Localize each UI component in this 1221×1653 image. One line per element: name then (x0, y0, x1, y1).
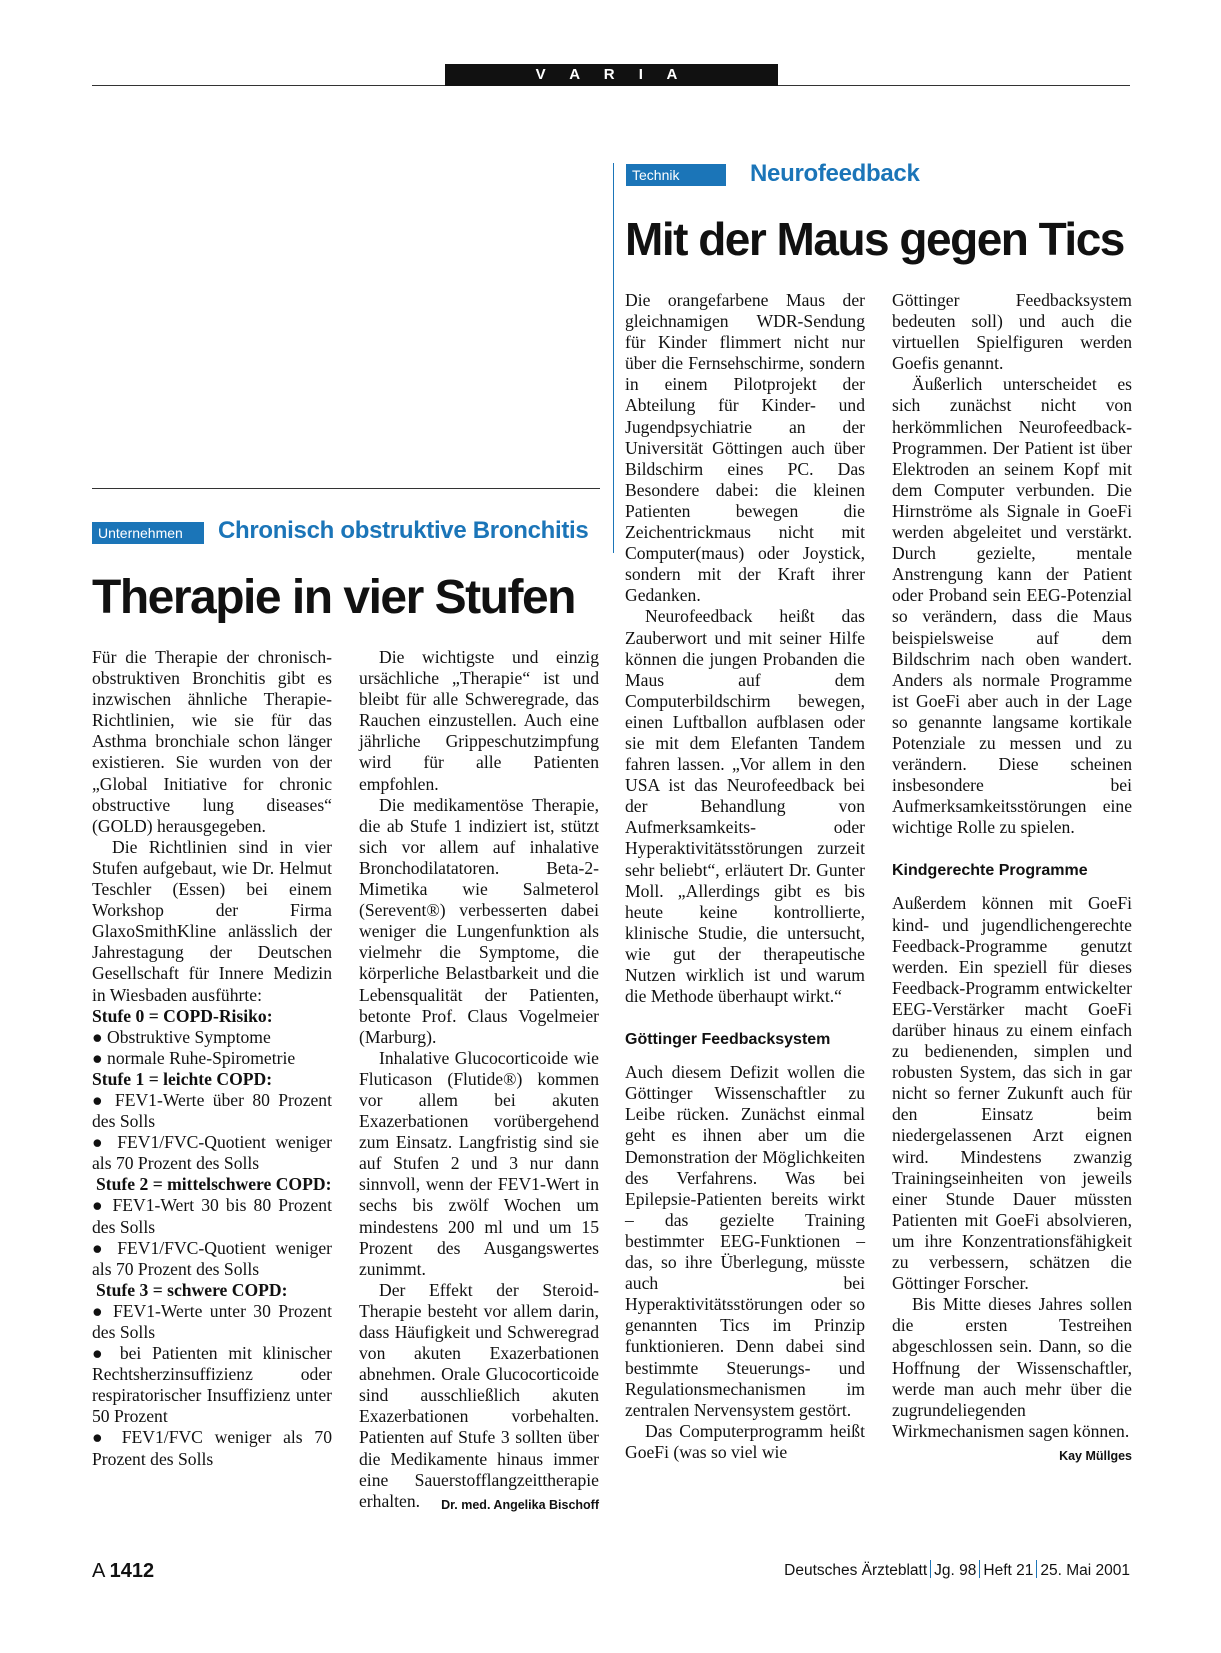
list-item-text: bei Patienten mit klinischer Rechtsherzinsuffizienz oder respiratorischer Insuffizienz unter 50 Prozent (92, 1343, 332, 1427)
paragraph: Neurofeedback heißt das Zauberwort und mit seiner Hilfe können die jungen Probanden die Maus auf dem Computerbildschirm bewegen, einen Luftballon aufblasen oder sie mit dem Elefanten Tandem fahren lassen. „Vor allem in den USA ist das Neurofeedback bei der Behandlung von Aufmerksamkeits- oder Hyperaktivitätsstörungen zurzeit sehr beliebt“, erläutert Dr. Gunter Moll. „Allerdings gibt es bis heute keine kontrollierte, klinische Studie, die untersucht, wie gut der therapeutische Nutzen wirklich ist und warum die Methode überhaupt wirkt.“ (625, 606, 865, 1007)
bullet-icon: ● (92, 1047, 103, 1068)
list-item (92, 1132, 332, 1174)
separator (930, 1560, 931, 1578)
paragraph: Die orangefarbene Maus der gleichnamigen WDR-Sendung für Kinder flimmert nicht nur über die Fernsehschirme, sondern in einem Pilotprojekt der Abteilung für Kinder- und Jugendpsychiatrie an der Universität Göttingen auch über Bildschirm eines PC. Das Besondere dabei: die kleinen Patienten bewegen die Zeichentrickmaus nicht mit Computer(maus) oder Joystick, sondern mit der Kraft ihrer Gedanken. (625, 290, 865, 606)
paragraph: Göttinger Feedbacksystem bedeuten soll) und auch die virtuellen Spielfiguren werden Goefis genannt. (892, 290, 1132, 374)
bullet-icon: ● (92, 1300, 106, 1321)
article-left-col2 (359, 647, 599, 1516)
article-right-col2 (892, 290, 1132, 1467)
list-item-text: normale Ruhe-Spirometrie (107, 1047, 296, 1068)
article-left-kicker: Chronisch obstruktive Bronchitis (218, 517, 589, 544)
article-right-headline: Mit der Maus gegen Tics (625, 213, 1124, 265)
page-prefix: A (92, 1560, 106, 1582)
paragraph: Äußerlich unterscheidet es sich zunächst nicht von herkömmlichen Neurofeedback-Programmen. Der Patient ist über Elektroden an seinem Kopf mit dem Computer verbunden. Die Hirnströme als Signale in GoeFi werden abgeleitet und verstärkt. Durch gezielte, mentale Anstrengung kann der Patient oder Proband sein EEG-Potenzial so verändern, dass die Maus beispielsweise auf dem Bildschrim nach oben wandert. Anders als normale Programme ist GoeFi aber auch in der Lage so genannte langsame kortikale Potenziale zu messen und zu verändern. Diese scheinen insbesondere bei Aufmerksamkeitsstörungen eine wichtige Rolle zu spielen. (892, 374, 1132, 838)
bullet-icon: ● (92, 1195, 106, 1216)
list-item (92, 1048, 332, 1069)
paragraph (359, 1280, 599, 1512)
stufe-heading: Stufe 1 = leichte COPD: (92, 1068, 273, 1089)
bullet-icon: ● (92, 1237, 108, 1258)
subheading: Kindgerechte Programme (892, 862, 1088, 880)
article-right-kicker: Neurofeedback (750, 160, 920, 187)
article-left-col1 (92, 647, 332, 1470)
bullet-icon: ● (92, 1343, 110, 1364)
list-item-text: FEV1/FVC-Quotient weniger als 70 Prozent des Solls (92, 1237, 332, 1279)
paragraph: Außerdem können mit GoeFi kind- und jugendlichengerechte Feedback-Programme genutzt werden. Ein speziell für dieses Feedback-Programm entwickelter EEG-Verstärker macht GoeFi darüber hinaus zu einem einfach zu bedienenden, simplen und robusten System, das sich in gar nicht so ferner Zukunft auch für den Einsatz beim niedergelassenen Arzt eignen wird. Mindestens zwanzig Trainingseinheiten von jeweils einer Stunde Dauer müssten Patienten mit GoeFi absolvieren, um ihre Konzentrationsfähigkeit zu verbessern, schätzen die Göttinger Forscher. (892, 893, 1132, 1294)
page-number-value: 1412 (109, 1560, 155, 1582)
list-item (92, 1195, 332, 1237)
separator (1036, 1560, 1037, 1578)
separator (979, 1560, 980, 1578)
subheading: Göttinger Feedbacksystem (625, 1031, 831, 1049)
paragraph: Die medikamentöse Therapie, die ab Stufe 1 indiziert ist, stützt sich vor allem auf inhalative Bronchodilatatoren. Beta-2-Mimetika wie Salmeterol (Serevent®) verbesserten dabei weniger die Lungenfunktion als vielmehr die Symptome, die körperliche Belastbarkeit und die Lebensqualität der Patienten, betonte Prof. Claus Vogelmeier (Marburg). (359, 794, 599, 1047)
journal-info (784, 1560, 1130, 1580)
paragraph-text: Bis Mitte dieses Jahres sollen die ersten Testreihen abgeschlossen sein. Dann, so die Hoffnung der Wissenschaftler, werde man auch mehr über die zugrundeliegenden Wirkmechanismen sagen können. (892, 1294, 1132, 1441)
list-item-text: FEV1/FVC weniger als 70 Prozent des Solls (92, 1427, 332, 1469)
journal-date: 25. Mai 2001 (1040, 1562, 1130, 1579)
article-left-badge: Unternehmen (92, 522, 204, 544)
list-item-text: Obstruktive Symptome (107, 1026, 271, 1047)
journal-volume: Jg. 98 (934, 1562, 977, 1579)
list-item-text: FEV1-Wert 30 bis 80 Prozent des Solls (92, 1195, 332, 1237)
list-item (92, 1027, 332, 1048)
article-right-badge: Technik (626, 164, 726, 186)
bullet-icon: ● (92, 1132, 108, 1153)
paragraph: Die Richtlinien sind in vier Stufen aufgebaut, wie Dr. Helmut Teschler (Essen) bei einem Workshop der Firma GlaxoSmithKline anlässlich der Jahrestagung der Deutschen Gesellschaft für Innere Medizin in Wiesbaden ausführte: (92, 836, 332, 1005)
author: Kay Müllges (1059, 1448, 1132, 1463)
list-item (92, 1090, 332, 1132)
bullet-icon: ● (92, 1026, 103, 1047)
journal-issue: Heft 21 (983, 1562, 1034, 1579)
paragraph: Inhalative Glucocorticoide wie Fluticason (Flutide®) kommen vor allem bei akuten Exazerbationen vorübergehend zum Einsatz. Langfristig sind sie auf Stufen 2 und 3 nur dann sinnvoll, wenn der FEV1-Wert in sechs bis zwölf Wochen um mindestens 200 ml und um 15 Prozent des Ausgangswertes zunimmt. (359, 1047, 599, 1279)
paragraph: Die wichtigste und einzig ursächliche „Therapie“ ist und bleibt für alle Schweregrade, das Rauchen einzustellen. Auch eine jährliche Grippeschutzimpfung wird für alle Patienten empfohlen. (359, 647, 599, 794)
article-left-top-rule (92, 488, 600, 489)
bullet-icon: ● (92, 1427, 110, 1448)
list-item-text: FEV1/FVC-Quotient weniger als 70 Prozent des Solls (92, 1132, 332, 1174)
list-item (92, 1238, 332, 1280)
paragraph: Das Computerprogramm heißt GoeFi (was so viel wie (625, 1420, 865, 1462)
list-item (92, 1427, 332, 1469)
paragraph: Für die Therapie der chronisch-obstruktiven Bronchitis gibt es inzwischen ähnliche Therapie-Richtlinien, wie sie für das Asthma bronchiale schon länger existieren. Sie wurden von der „Global Initiative for chronic obstructive lung diseases“ (GOLD) herausgegeben. (92, 647, 332, 836)
list-item-text: FEV1-Werte unter 30 Prozent des Solls (92, 1300, 332, 1342)
list-item-text: FEV1-Werte über 80 Prozent des Solls (92, 1089, 332, 1132)
list-item (92, 1301, 332, 1343)
bullet-icon: ● (92, 1089, 107, 1110)
list-item (92, 1343, 332, 1427)
journal-name: Deutsches Ärzteblatt (784, 1562, 928, 1579)
stufe-heading: Stufe 0 = COPD-Risiko: (92, 1005, 273, 1026)
paragraph: Auch diesem Defizit wollen die Göttinger Wissenschaftler zu Leibe rücken. Zunächst einmal geht es ihnen aber um die Demonstration der Möglichkeiten des Verfahrens. Was bei Epilepsie-Patienten bereits wirkt – das gezielte Training bestimmter EEG-Funktionen – das, so ihre Überlegung, müsste auch bei Hyperaktivitätsstörungen oder so genannten Tics im Prinzip funktionieren. Denn dabei sind bestimmte Steuerungs- und Regulationsmechanismen im zentralen Nervensystem gestört. (625, 1062, 865, 1420)
stufe-heading: Stufe 2 = mittelschwere COPD: (96, 1174, 332, 1195)
page-number (92, 1560, 154, 1583)
section-label: V A R I A (445, 64, 778, 86)
paragraph (892, 1294, 1132, 1463)
paragraph-text: Der Effekt der Steroid-Therapie besteht vor allem darin, dass Häufigkeit und Schweregrad von akuten Exazerbationen abnehmen. Orale Glucocorticoide sind ausschließlich akuten Exazerbationen vorbehalten. Patienten auf Stufe 3 sollten über die Medikamente hinaus immer eine Sauerstofflangzeittherapie erhalten. (359, 1279, 599, 1511)
stufe-heading: Stufe 3 = schwere COPD: (96, 1279, 288, 1300)
article-left-headline: Therapie in vier Stufen (92, 571, 575, 624)
article-right-col1 (625, 290, 865, 1463)
author: Dr. med. Angelika Bischoff (441, 1497, 599, 1512)
column-divider (613, 163, 614, 553)
